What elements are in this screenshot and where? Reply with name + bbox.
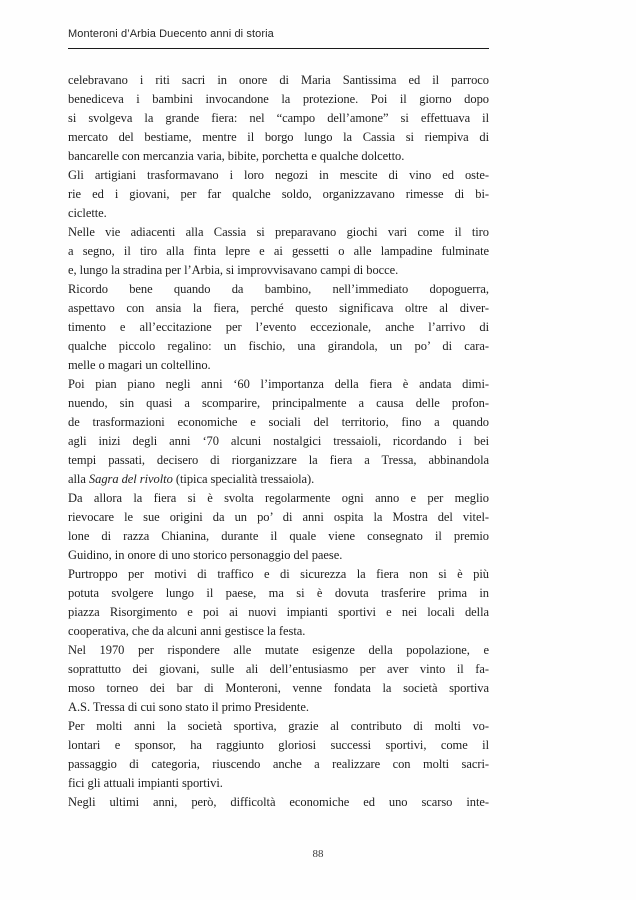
text-line: Da allora la fiera si è svolta regolarmente ogni anno e per meglio <box>68 491 489 505</box>
text-line: ciclette. <box>68 206 107 220</box>
text-line: a segno, il tiro alla finta lepre e ai gessetti o alle lampadine fulminate <box>68 244 489 258</box>
text-line: Per molti anni la società sportiva, grazie al contributo di molti vo- <box>68 719 489 733</box>
text-line-with-italic <box>68 470 489 489</box>
body-text <box>68 71 489 812</box>
text-segment: alla <box>68 472 89 486</box>
text-line: si svolgeva la grande fiera: nel “campo dell’amone” si effettuava il <box>68 111 489 125</box>
text-line: moso torneo dei bar di Monteroni, venne fondata la società sportiva <box>68 681 489 695</box>
running-header: Monteroni d’Arbia Duecento anni di storia <box>68 28 489 49</box>
page-number: 88 <box>312 848 324 860</box>
text-line: e, lungo la stradina per l’Arbia, si improvvisavano campi di bocce. <box>68 263 399 277</box>
text-line: benediceva i bambini invocandone la protezione. Poi il giorno dopo <box>68 92 489 106</box>
text-line: mercato del bestiame, mentre il borgo lungo la Cassia si riempiva di <box>68 130 489 144</box>
text-line: A.S. Tressa di cui sono stato il primo Presidente. <box>68 700 309 714</box>
text-line: lone di razza Chianina, durante il quale viene consegnato il premio <box>68 529 489 543</box>
text-line: Purtroppo per motivi di traffico e di sicurezza la fiera non si è più <box>68 567 489 581</box>
text-line: Gli artigiani trasformavano i loro negozi in mescite di vino ed oste- <box>68 168 489 182</box>
text-line: de trasformazioni economiche e sociali del territorio, fino a quando <box>68 415 489 429</box>
text-line: rievocare le sue origini da un po’ di anni ospita la Mostra del vitel- <box>68 510 489 524</box>
text-line: rie ed i giovani, per far qualche soldo, organizzavano rimesse di bi- <box>68 187 489 201</box>
text-line: Poi pian piano negli anni ‘60 l’importanza della fiera è andata dimi- <box>68 377 489 391</box>
text-line: passaggio di categoria, riuscendo anche a realizzare con molti sacri- <box>68 757 489 771</box>
text-line: tempi passati, decisero di riorganizzare la fiera a Tressa, abbinandola <box>68 453 489 467</box>
text-line: nuendo, sin quasi a scomparire, principalmente a causa delle profon- <box>68 396 489 410</box>
text-line: fici gli attuali impianti sportivi. <box>68 776 223 790</box>
text-segment: (tipica specialità tressaiola). <box>172 472 315 486</box>
italic-text-segment: Sagra del rivolto <box>88 472 173 486</box>
text-line: Negli ultimi anni, però, difficoltà economiche ed uno scarso inte- <box>68 795 489 809</box>
text-line: Ricordo bene quando da bambino, nell’immediato dopoguerra, <box>68 282 489 296</box>
text-line: cooperativa, che da alcuni anni gestisce la festa. <box>68 624 306 638</box>
text-line: Guidino, in onore di uno storico personaggio del paese. <box>68 548 343 562</box>
text-line: Nelle vie adiacenti alla Cassia si preparavano giochi vari come il tiro <box>68 225 489 239</box>
text-line: melle o magari un coltellino. <box>68 358 211 372</box>
text-line: soprattutto dei giovani, sulle ali dell’entusiasmo per aver vinto il fa- <box>68 662 489 676</box>
text-line: potuta svolgere lungo il paese, ma si è dovuta trasferire prima in <box>68 586 489 600</box>
text-line: bancarelle con mercanzia varia, bibite, porchetta e qualche dolcetto. <box>68 149 405 163</box>
text-line: aspettavo con ansia la fiera, perché questo significava oltre al diver- <box>68 301 489 315</box>
text-line: celebravano i riti sacri in onore di Maria Santissima ed il parroco <box>68 73 489 87</box>
text-line: lontari e sponsor, ha raggiunto gloriosi successi sportivi, come il <box>68 738 489 752</box>
text-line: piazza Risorgimento e poi ai nuovi impianti sportivi e nei locali della <box>68 605 489 619</box>
text-line: agli inizi degli anni ‘70 alcuni nostalgici tressaioli, ricordando i bei <box>68 434 489 448</box>
text-line: timento e all’eccitazione per l’evento eccezionale, anche l’arrivo di <box>68 320 489 334</box>
text-line: qualche piccolo regalino: un fischio, una girandola, un po’ di cara- <box>68 339 489 353</box>
text-line: Nel 1970 per rispondere alle mutate esigenze della popolazione, e <box>68 643 489 657</box>
